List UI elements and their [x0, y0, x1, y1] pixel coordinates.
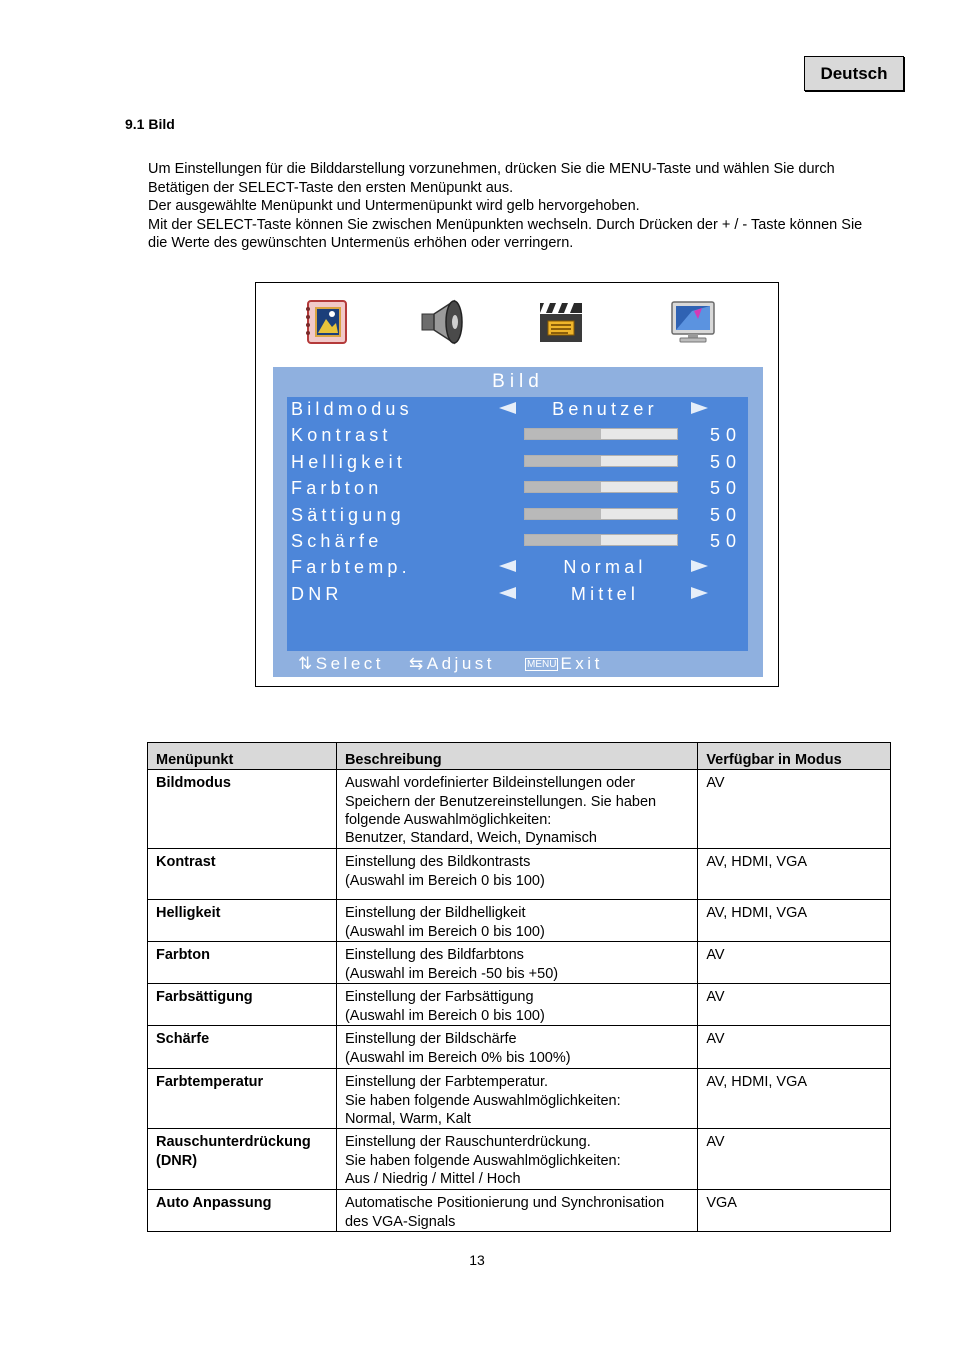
mode-cell: AV — [698, 942, 891, 984]
table-body — [148, 770, 891, 1232]
page-number: 13 — [469, 1252, 485, 1268]
description-cell-line: Einstellung des Bildkontrasts — [344, 854, 531, 871]
osd-row-label: Schärfe — [291, 531, 383, 551]
menu-item-cell-line: Bildmodus — [156, 775, 231, 792]
description-cell — [336, 770, 697, 849]
mode-cell: VGA — [698, 1190, 891, 1232]
osd-menu-row[interactable] — [287, 529, 748, 555]
osd-menu-row[interactable] — [287, 450, 748, 476]
column-header: Beschreibung — [336, 743, 697, 770]
osd-select-hint: ⇅Select — [298, 654, 384, 673]
description-cell-line: (Auswahl im Bereich 0% bis 100%) — [344, 1049, 571, 1066]
intro-paragraph: Der ausgewählte Menüpunkt und Untermenüpunkt wird gelb hervorgehoben. — [148, 198, 640, 214]
menu-item-cell — [148, 1129, 337, 1190]
menu-item-cell — [148, 1190, 337, 1232]
description-cell — [336, 900, 697, 942]
osd-row-label: Sättigung — [291, 504, 405, 525]
mode-cell: AV, HDMI, VGA — [698, 900, 891, 942]
osd-slider-fill — [525, 509, 601, 519]
description-cell-line: Sie haben folgende Auswahlmöglichkeiten: — [344, 1092, 621, 1109]
menu-item-cell — [148, 770, 337, 849]
left-arrow-icon[interactable] — [499, 560, 516, 572]
left-arrow-icon[interactable] — [499, 587, 516, 599]
monitor-icon — [668, 299, 718, 345]
menu-item-cell-line: Kontrast — [156, 854, 216, 871]
osd-menu-row[interactable] — [287, 503, 748, 529]
table-header-row — [148, 743, 891, 770]
picture-icon — [302, 299, 352, 345]
table-row — [148, 900, 891, 942]
description-cell-line: Sie haben folgende Auswahlmöglichkeiten: — [344, 1152, 621, 1169]
menu-item-cell — [148, 849, 337, 900]
description-cell-line: (Auswahl im Bereich -50 bis +50) — [344, 965, 559, 982]
osd-menu-row[interactable] — [287, 423, 748, 449]
osd-adjust-hint: ⇆Adjust — [409, 654, 495, 673]
clapperboard-icon — [536, 299, 586, 345]
osd-menu-row[interactable] — [287, 582, 748, 608]
osd-row-label: Bildmodus — [291, 399, 413, 419]
menu-item-cell-line: Rauschunterdrückung — [156, 1134, 311, 1151]
osd-slider[interactable] — [524, 455, 678, 467]
menu-item-cell-line: Farbsättigung — [156, 989, 253, 1006]
mode-cell: AV — [698, 1129, 891, 1190]
mode-cell: AV — [698, 770, 891, 849]
osd-slider[interactable] — [524, 508, 678, 520]
menu-item-cell — [148, 1069, 337, 1129]
osd-slider-value: 50 — [709, 425, 742, 446]
osd-choice-value: Benutzer — [552, 399, 658, 419]
description-cell-line: Einstellung der Bildschärfe — [344, 1031, 517, 1048]
menu-item-cell — [148, 900, 337, 942]
description-cell-line: Einstellung der Bildhelligkeit — [344, 905, 526, 922]
right-arrow-icon[interactable] — [691, 587, 708, 599]
osd-menu-title: Bild — [492, 371, 544, 392]
table-row — [148, 942, 891, 984]
osd-menu-list — [287, 397, 748, 651]
menu-item-cell — [148, 1026, 337, 1069]
column-header: Verfügbar in Modus — [698, 743, 891, 770]
menu-item-cell-line: Schärfe — [156, 1031, 210, 1048]
table-row — [148, 984, 891, 1026]
osd-exit-label: Exit — [560, 654, 603, 673]
osd-row-label: Farbton — [291, 478, 383, 499]
menu-item-cell-line: Auto Anpassung — [156, 1195, 272, 1212]
mode-cell: AV — [698, 984, 891, 1026]
mode-cell: AV — [698, 1026, 891, 1069]
menu-item-cell-line: Farbtemperatur — [156, 1074, 264, 1091]
table-row — [148, 849, 891, 900]
menu-item-cell-line: Farbton — [156, 947, 210, 964]
description-cell-line: (Auswahl im Bereich 0 bis 100) — [344, 1007, 545, 1024]
osd-row-label: Farbtemp. — [291, 557, 411, 578]
mode-cell: AV, HDMI, VGA — [698, 1069, 891, 1129]
description-cell — [336, 849, 697, 900]
osd-slider-value: 50 — [709, 451, 742, 472]
right-arrow-icon[interactable] — [691, 402, 708, 414]
description-cell-line: Normal, Warm, Kalt — [344, 1110, 471, 1127]
table-row — [148, 1129, 891, 1190]
osd-slider-value: 50 — [709, 478, 742, 499]
osd-slider-fill — [525, 482, 601, 492]
mode-cell: AV, HDMI, VGA — [698, 849, 891, 900]
osd-screenshot — [255, 282, 779, 687]
osd-slider-value: 50 — [709, 504, 742, 525]
language-label: Deutsch — [804, 56, 904, 91]
table-row — [148, 1190, 891, 1232]
osd-slider-value: 50 — [709, 531, 742, 551]
osd-row-label: Kontrast — [291, 425, 392, 446]
menu-item-cell — [148, 984, 337, 1026]
intro-paragraph: Um Einstellungen für die Bilddarstellung vorzunehmen, drücken Sie die MENU-Taste und wählen Sie durch Betätigen der SELECT-Taste den ersten Menüpunkt aus. — [148, 161, 835, 196]
table-row — [148, 1069, 891, 1129]
osd-slider-fill — [525, 456, 601, 466]
osd-choice-value: Normal — [563, 557, 647, 578]
menu-item-cell — [148, 942, 337, 984]
description-cell — [336, 1069, 697, 1129]
description-cell-line: Benutzer, Standard, Weich, Dynamisch — [344, 830, 597, 847]
menu-item-cell-line: (DNR) — [156, 1152, 198, 1169]
osd-slider[interactable] — [524, 481, 678, 493]
table-row — [148, 770, 891, 849]
osd-slider[interactable] — [524, 534, 678, 546]
osd-row-label: Helligkeit — [291, 451, 407, 472]
right-arrow-icon[interactable] — [691, 560, 708, 572]
speaker-icon — [418, 299, 468, 345]
osd-exit-hint — [525, 654, 603, 674]
description-cell-line: Auswahl vordefinierter Bildeinstellungen oder Speichern der Benutzereinstellungen. Sie haben folgende Auswahlmöglichkeiten: — [344, 775, 657, 828]
osd-row-label: DNR — [291, 583, 343, 604]
osd-slider-fill — [525, 535, 601, 545]
osd-menu-row[interactable] — [287, 555, 748, 581]
description-cell-line: Einstellung des Bildfarbtons — [344, 947, 524, 964]
intro-text — [148, 160, 878, 253]
description-cell-line: Einstellung der Rauschunterdrückung. — [344, 1134, 591, 1151]
description-cell-line: (Auswahl im Bereich 0 bis 100) — [344, 872, 545, 889]
description-cell-line: (Auswahl im Bereich 0 bis 100) — [344, 923, 545, 940]
osd-slider[interactable] — [524, 428, 678, 440]
description-cell — [336, 984, 697, 1026]
osd-footer — [273, 653, 763, 675]
description-cell-line: Aus / Niedrig / Mittel / Hoch — [344, 1170, 521, 1187]
table-row — [148, 1026, 891, 1069]
osd-choice-value: Mittel — [570, 583, 640, 604]
osd-menu-row[interactable] — [287, 476, 748, 502]
description-cell — [336, 1190, 697, 1232]
description-cell-line: Automatische Positionierung und Synchronisation des VGA-Signals — [344, 1195, 665, 1230]
osd-slider-fill — [525, 429, 601, 439]
description-cell — [336, 1129, 697, 1190]
menu-item-cell-line: Helligkeit — [156, 905, 221, 922]
osd-icon-bar — [256, 283, 778, 363]
description-cell — [336, 942, 697, 984]
section-title: 9.1 Bild — [125, 116, 175, 132]
settings-table — [147, 742, 891, 1232]
description-cell — [336, 1026, 697, 1069]
intro-paragraph: Mit der SELECT-Taste können Sie zwischen Menüpunkten wechseln. Durch Drücken der + / - Taste können Sie die Werte des gewünschten Untermenüs erhöhen oder verringern. — [148, 216, 863, 251]
osd-menu-panel — [273, 367, 763, 677]
left-arrow-icon[interactable] — [499, 402, 516, 414]
menu-key-icon: MENU — [527, 659, 557, 670]
osd-menu-row[interactable] — [287, 397, 748, 423]
description-cell-line: Einstellung der Farbsättigung — [344, 989, 534, 1006]
column-header: Menüpunkt — [148, 743, 337, 770]
description-cell-line: Einstellung der Farbtemperatur. — [344, 1074, 549, 1091]
